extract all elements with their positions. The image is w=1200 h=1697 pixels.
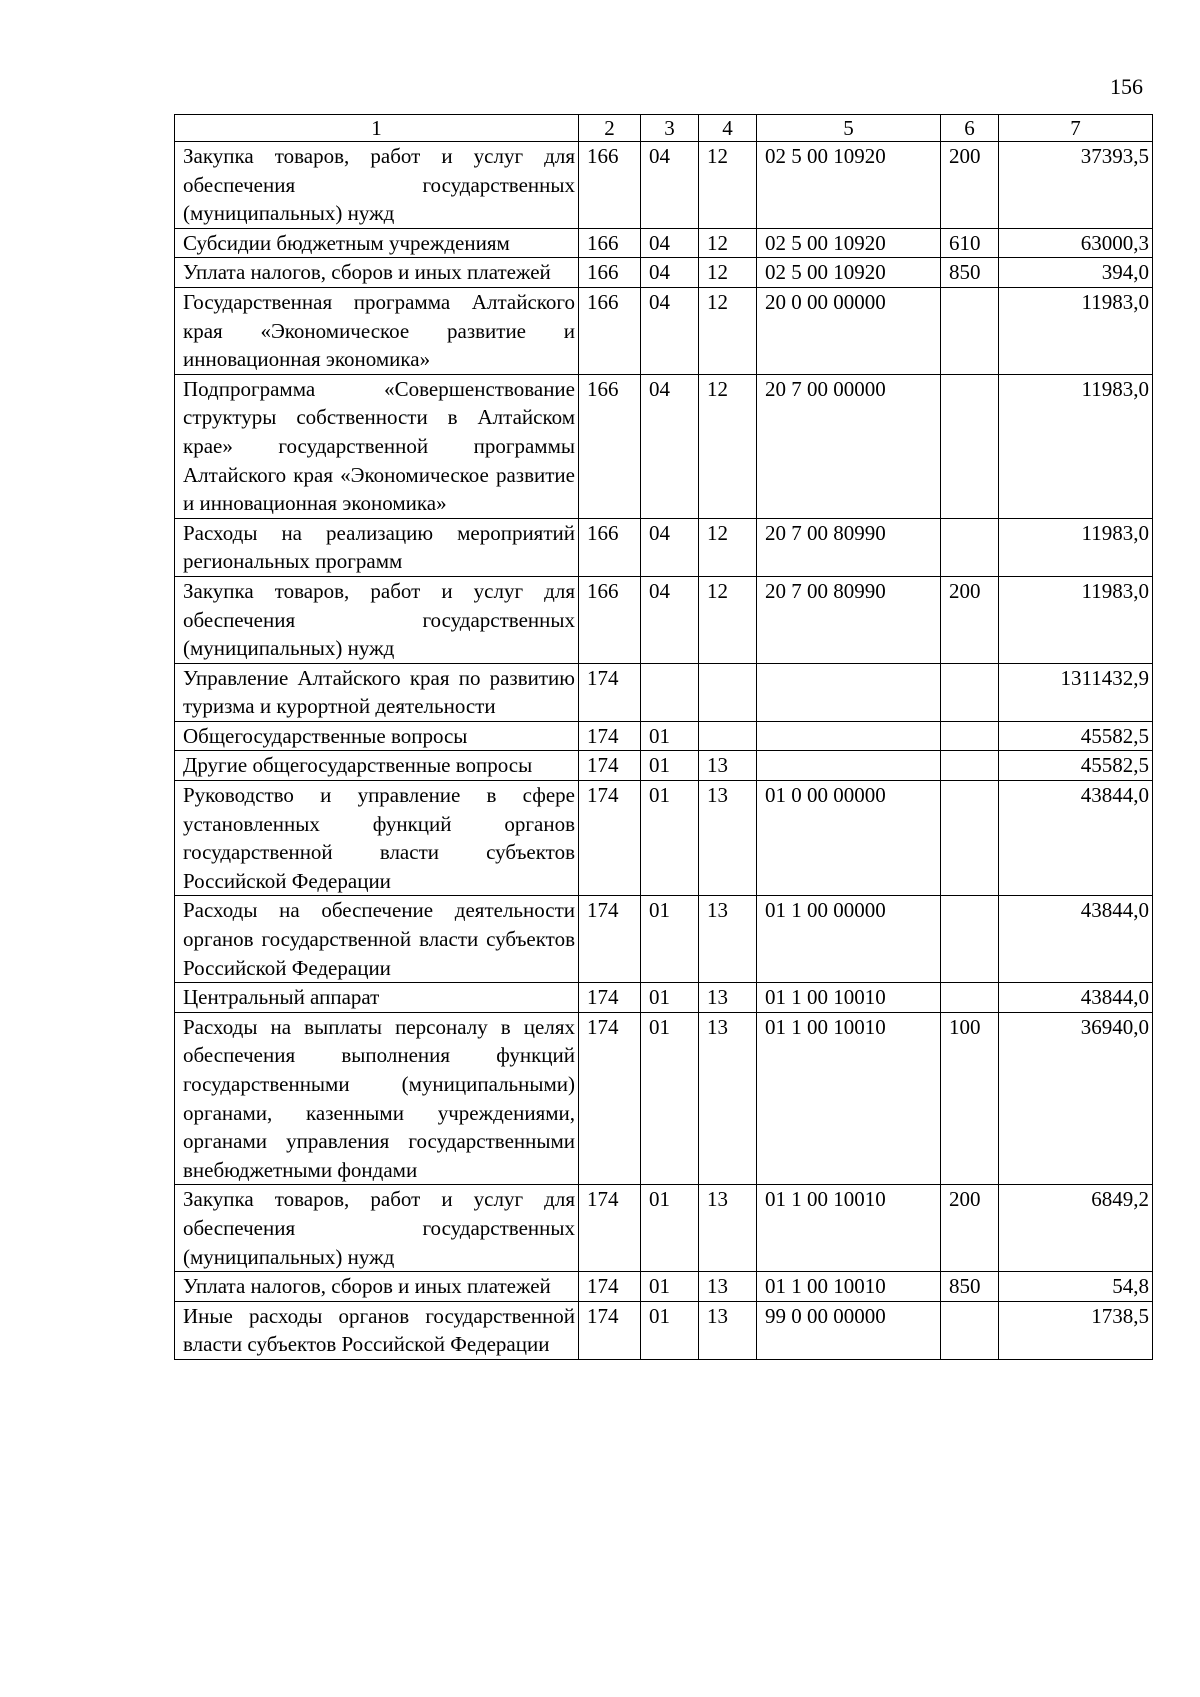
expense-type-cell: [941, 983, 999, 1013]
header-col-7: 7: [999, 115, 1153, 142]
target-article-cell: 99 0 00 00000: [757, 1301, 941, 1359]
ministry-code-cell: 166: [579, 576, 641, 663]
expense-name-cell: Управление Алтайского края по развитию туризма и курортной деятельности: [175, 663, 579, 721]
amount-cell: 43844,0: [999, 781, 1153, 896]
table-row: [175, 751, 1153, 781]
subsection-cell: 13: [699, 751, 757, 781]
target-article-cell: 02 5 00 10920: [757, 258, 941, 288]
budget-table: [174, 114, 1153, 1360]
header-col-3: 3: [641, 115, 699, 142]
ministry-code-cell: 174: [579, 781, 641, 896]
expense-name-cell: Закупка товаров, работ и услуг для обеспечения государственных (муниципальных) нужд: [175, 576, 579, 663]
section-cell: 04: [641, 576, 699, 663]
amount-cell: 43844,0: [999, 983, 1153, 1013]
table-row: [175, 1301, 1153, 1359]
expense-type-cell: 200: [941, 1185, 999, 1272]
ministry-code-cell: 174: [579, 1185, 641, 1272]
amount-cell: 6849,2: [999, 1185, 1153, 1272]
table-row: [175, 1012, 1153, 1185]
target-article-cell: 01 1 00 10010: [757, 983, 941, 1013]
ministry-code-cell: 166: [579, 518, 641, 576]
amount-cell: 11983,0: [999, 576, 1153, 663]
target-article-cell: 20 0 00 00000: [757, 287, 941, 374]
section-cell: 01: [641, 983, 699, 1013]
section-cell: 01: [641, 781, 699, 896]
target-article-cell: 20 7 00 80990: [757, 518, 941, 576]
target-article-cell: 02 5 00 10920: [757, 142, 941, 229]
expense-name-cell: Закупка товаров, работ и услуг для обеспечения государственных (муниципальных) нужд: [175, 142, 579, 229]
expense-name-cell: Руководство и управление в сфере установленных функций органов государственной власти субъектов Российской Федерации: [175, 781, 579, 896]
expense-name-cell: Иные расходы органов государственной власти субъектов Российской Федерации: [175, 1301, 579, 1359]
subsection-cell: 12: [699, 374, 757, 518]
section-cell: 04: [641, 287, 699, 374]
subsection-cell: 13: [699, 983, 757, 1013]
expense-name-cell: Уплата налогов, сборов и иных платежей: [175, 258, 579, 288]
section-cell: 04: [641, 374, 699, 518]
subsection-cell: 13: [699, 1012, 757, 1185]
expense-type-cell: [941, 721, 999, 751]
ministry-code-cell: 174: [579, 983, 641, 1013]
page-number: 156: [1110, 74, 1143, 99]
section-cell: 01: [641, 1301, 699, 1359]
subsection-cell: [699, 721, 757, 751]
header-col-2: 2: [579, 115, 641, 142]
expense-name-cell: Государственная программа Алтайского края «Экономическое развитие и инновационная экономика»: [175, 287, 579, 374]
ministry-code-cell: 174: [579, 721, 641, 751]
subsection-cell: 13: [699, 781, 757, 896]
subsection-cell: 12: [699, 228, 757, 258]
amount-cell: 43844,0: [999, 896, 1153, 983]
subsection-cell: [699, 663, 757, 721]
expense-type-cell: 100: [941, 1012, 999, 1185]
ministry-code-cell: 166: [579, 258, 641, 288]
section-cell: 04: [641, 258, 699, 288]
table-row: [175, 518, 1153, 576]
subsection-cell: 12: [699, 258, 757, 288]
table-row: [175, 663, 1153, 721]
expense-name-cell: Подпрограмма «Совершенствование структуры собственности в Алтайском крае» государственной программы Алтайского края «Экономическое развитие и инновационная экономика»: [175, 374, 579, 518]
expense-type-cell: [941, 663, 999, 721]
amount-cell: 11983,0: [999, 518, 1153, 576]
subsection-cell: 12: [699, 576, 757, 663]
table-row: [175, 983, 1153, 1013]
table-row: [175, 896, 1153, 983]
target-article-cell: 01 1 00 00000: [757, 896, 941, 983]
table-row: [175, 576, 1153, 663]
expense-name-cell: Центральный аппарат: [175, 983, 579, 1013]
expense-name-cell: Расходы на реализацию мероприятий региональных программ: [175, 518, 579, 576]
target-article-cell: 20 7 00 80990: [757, 576, 941, 663]
expense-name-cell: Расходы на выплаты персоналу в целях обеспечения выполнения функций государственными (муниципальными) органами, казенными учреждениями, органами управления государственными внебюджетными фондами: [175, 1012, 579, 1185]
amount-cell: 37393,5: [999, 142, 1153, 229]
header-row: [175, 115, 1153, 142]
header-col-6: 6: [941, 115, 999, 142]
expense-type-cell: [941, 374, 999, 518]
table-row: [175, 258, 1153, 288]
expense-name-cell: Закупка товаров, работ и услуг для обеспечения государственных (муниципальных) нужд: [175, 1185, 579, 1272]
subsection-cell: 13: [699, 1301, 757, 1359]
expense-type-cell: 850: [941, 1272, 999, 1302]
amount-cell: 11983,0: [999, 287, 1153, 374]
ministry-code-cell: 166: [579, 374, 641, 518]
section-cell: 01: [641, 1185, 699, 1272]
expense-type-cell: 200: [941, 576, 999, 663]
expense-type-cell: [941, 518, 999, 576]
section-cell: 01: [641, 721, 699, 751]
target-article-cell: 02 5 00 10920: [757, 228, 941, 258]
section-cell: 04: [641, 142, 699, 229]
target-article-cell: [757, 663, 941, 721]
table-row: [175, 781, 1153, 896]
expense-type-cell: [941, 287, 999, 374]
target-article-cell: 01 1 00 10010: [757, 1272, 941, 1302]
ministry-code-cell: 174: [579, 1301, 641, 1359]
subsection-cell: 12: [699, 142, 757, 229]
ministry-code-cell: 174: [579, 1272, 641, 1302]
section-cell: 01: [641, 1012, 699, 1185]
ministry-code-cell: 174: [579, 896, 641, 983]
subsection-cell: 13: [699, 1272, 757, 1302]
expense-name-cell: Расходы на обеспечение деятельности органов государственной власти субъектов Российской Федерации: [175, 896, 579, 983]
expense-type-cell: [941, 896, 999, 983]
expense-name-cell: Общегосударственные вопросы: [175, 721, 579, 751]
table-row: [175, 228, 1153, 258]
expense-name-cell: Уплата налогов, сборов и иных платежей: [175, 1272, 579, 1302]
table-row: [175, 1272, 1153, 1302]
expense-type-cell: 610: [941, 228, 999, 258]
amount-cell: 394,0: [999, 258, 1153, 288]
amount-cell: 45582,5: [999, 721, 1153, 751]
amount-cell: 1738,5: [999, 1301, 1153, 1359]
expense-name-cell: Субсидии бюджетным учреждениям: [175, 228, 579, 258]
subsection-cell: 13: [699, 1185, 757, 1272]
target-article-cell: [757, 751, 941, 781]
header-col-5: 5: [757, 115, 941, 142]
section-cell: [641, 663, 699, 721]
expense-type-cell: [941, 781, 999, 896]
ministry-code-cell: 174: [579, 663, 641, 721]
ministry-code-cell: 166: [579, 287, 641, 374]
amount-cell: 63000,3: [999, 228, 1153, 258]
target-article-cell: 01 1 00 10010: [757, 1185, 941, 1272]
amount-cell: 45582,5: [999, 751, 1153, 781]
table-row: [175, 1185, 1153, 1272]
table-body: [175, 142, 1153, 1360]
ministry-code-cell: 174: [579, 751, 641, 781]
header-col-4: 4: [699, 115, 757, 142]
section-cell: 04: [641, 228, 699, 258]
expense-type-cell: 850: [941, 258, 999, 288]
ministry-code-cell: 166: [579, 142, 641, 229]
target-article-cell: 01 0 00 00000: [757, 781, 941, 896]
table-row: [175, 287, 1153, 374]
section-cell: 01: [641, 751, 699, 781]
expense-type-cell: [941, 1301, 999, 1359]
amount-cell: 1311432,9: [999, 663, 1153, 721]
target-article-cell: 20 7 00 00000: [757, 374, 941, 518]
subsection-cell: 12: [699, 518, 757, 576]
amount-cell: 36940,0: [999, 1012, 1153, 1185]
expense-type-cell: [941, 751, 999, 781]
section-cell: 01: [641, 1272, 699, 1302]
table-row: [175, 142, 1153, 229]
target-article-cell: [757, 721, 941, 751]
subsection-cell: 13: [699, 896, 757, 983]
amount-cell: 54,8: [999, 1272, 1153, 1302]
expense-type-cell: 200: [941, 142, 999, 229]
expense-name-cell: Другие общегосударственные вопросы: [175, 751, 579, 781]
header-col-1: 1: [175, 115, 579, 142]
subsection-cell: 12: [699, 287, 757, 374]
amount-cell: 11983,0: [999, 374, 1153, 518]
target-article-cell: 01 1 00 10010: [757, 1012, 941, 1185]
table-row: [175, 374, 1153, 518]
table-row: [175, 721, 1153, 751]
ministry-code-cell: 174: [579, 1012, 641, 1185]
section-cell: 04: [641, 518, 699, 576]
section-cell: 01: [641, 896, 699, 983]
ministry-code-cell: 166: [579, 228, 641, 258]
